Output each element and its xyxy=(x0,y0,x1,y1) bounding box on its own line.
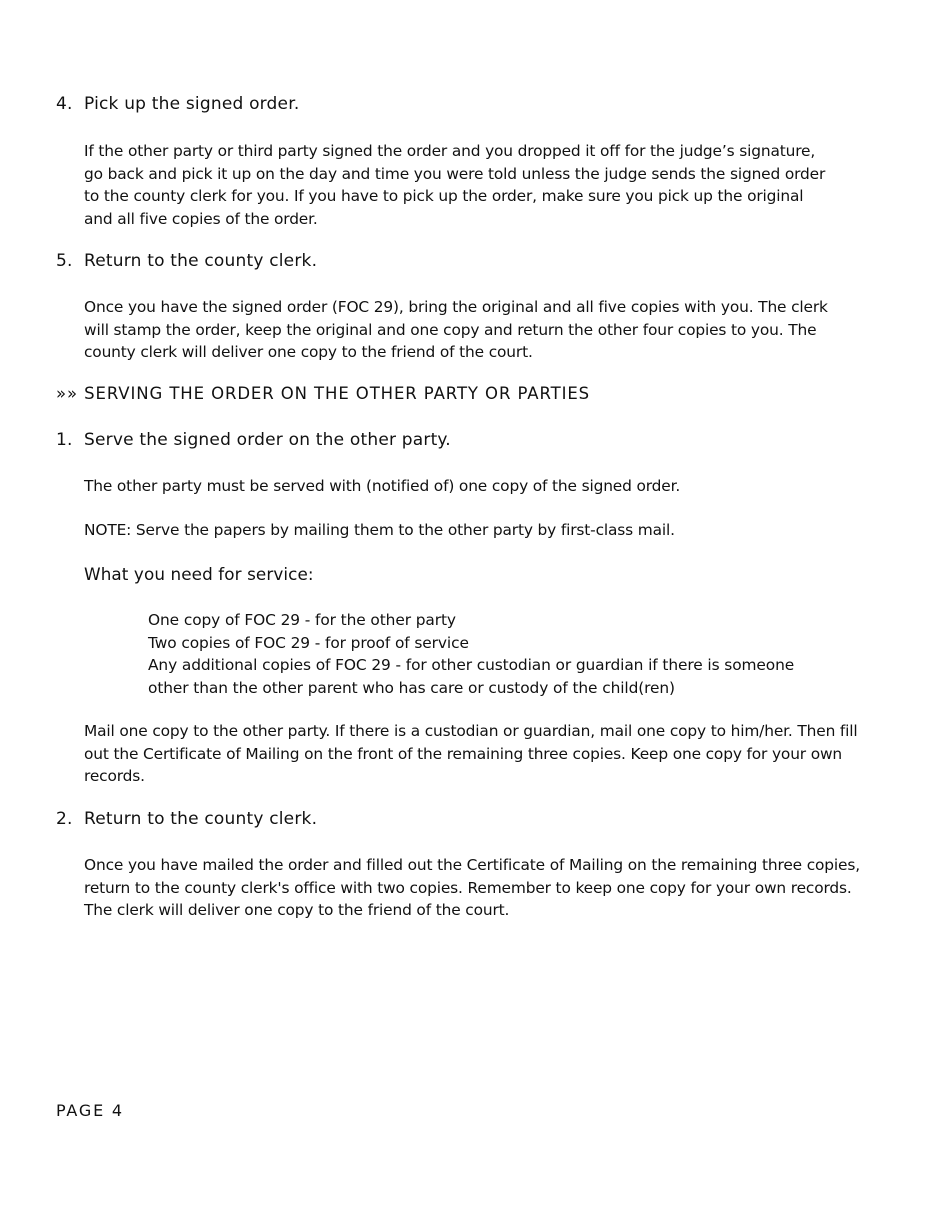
paragraph-line: Once you have the signed order (FOC 29), bring the original and all five copies with you. The clerk xyxy=(84,298,828,316)
list-item: Two copies of FOC 29 - for proof of service xyxy=(148,633,469,652)
paragraph-line: records. xyxy=(84,767,145,785)
list-item: One copy of FOC 29 - for the other party xyxy=(148,611,456,629)
paragraph-line: return to the county clerk's office with two copies. Remember to keep one copy for your own records. xyxy=(84,878,852,897)
step-5-paragraph xyxy=(84,296,828,364)
page-number: PAGE 4 xyxy=(56,1101,124,1120)
serve-note xyxy=(84,519,675,542)
paragraph-line: will stamp the order, keep the original and one copy and return the other four copies to you. The xyxy=(84,320,817,339)
list-item: Any additional copies of FOC 29 - for other custodian or guardian if there is someone xyxy=(148,656,795,674)
step-4-paragraph xyxy=(84,140,825,230)
step-title: Return to the county clerk. xyxy=(84,251,318,271)
step-number: 5. xyxy=(56,251,73,271)
serve-step-2-paragraph xyxy=(84,854,860,922)
serve-intro xyxy=(84,475,680,498)
paragraph-line: to the county clerk for you. If you have to pick up the order, make sure you pick up the original xyxy=(84,187,804,205)
paragraph-line: NOTE: Serve the papers by mailing them to the other party by first-class mail. xyxy=(84,521,675,539)
step-number: 4. xyxy=(56,94,73,114)
serve-step-2-heading xyxy=(0,809,950,833)
paragraph-line: county clerk will deliver one copy to the friend of the court. xyxy=(84,343,533,361)
paragraph-line: go back and pick it up on the day and time you were told unless the judge sends the signed order xyxy=(84,164,826,183)
paragraph-line: Mail one copy to the other party. If there is a custodian or guardian, mail one copy to him/her. Then fill xyxy=(84,722,858,740)
step-5-heading xyxy=(0,251,950,275)
list-item: other than the other parent who has care or custody of the child(ren) xyxy=(148,678,675,697)
need-heading: What you need for service: xyxy=(84,564,314,584)
paragraph-line: The other party must be served with (notified of) one copy of the signed order. xyxy=(84,477,681,495)
paragraph-line: The clerk will deliver one copy to the friend of the court. xyxy=(84,901,510,919)
paragraph-line: If the other party or third party signed the order and you dropped it off for the judge’s signature, xyxy=(84,142,816,160)
step-4-heading xyxy=(0,94,950,118)
step-number: 1. xyxy=(56,430,73,450)
step-number: 2. xyxy=(56,809,73,829)
paragraph-line: and all five copies of the order. xyxy=(84,209,318,228)
service-needs-list xyxy=(148,609,794,699)
step-title: Return to the county clerk. xyxy=(84,809,318,829)
step-title: Serve the signed order on the other party. xyxy=(84,430,451,450)
paragraph-line: Once you have mailed the order and filled out the Certificate of Mailing on the remaining three copies, xyxy=(84,856,860,874)
paragraph-line: out the Certificate of Mailing on the front of the remaining three copies. Keep one copy for your own xyxy=(84,744,843,763)
step-title: Pick up the signed order. xyxy=(84,94,300,114)
section-heading: »» SERVING THE ORDER ON THE OTHER PARTY OR PARTIES xyxy=(56,384,591,403)
serve-step-1-heading xyxy=(0,430,950,454)
mail-instructions-paragraph xyxy=(84,720,858,788)
